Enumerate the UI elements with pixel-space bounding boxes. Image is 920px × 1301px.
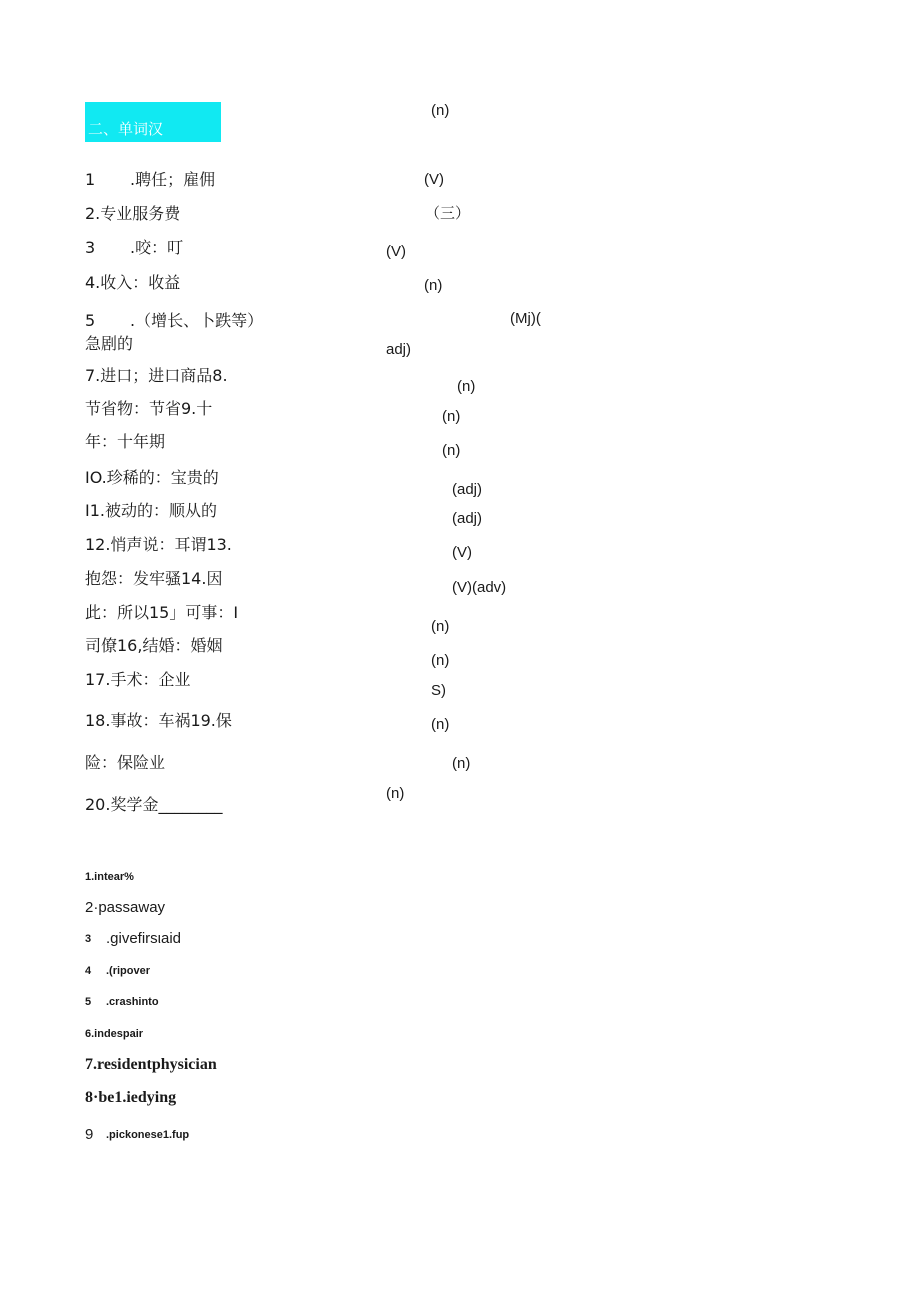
item-number: 3 — [85, 238, 96, 257]
pos-label: (adj) — [452, 481, 483, 498]
pos-label: (n) — [431, 102, 450, 119]
phrase-item: .pickonese1.fup — [106, 1129, 190, 1141]
vocab-line: 2.专业服务费 — [85, 204, 181, 223]
section-heading: 二、单词汉 — [88, 120, 164, 138]
vocab-line: 年：十年期 — [85, 432, 166, 451]
pos-label: (n) — [431, 618, 450, 635]
vocab-meaning: .（增长、卜跌等） — [130, 311, 264, 330]
phrase-number: 9 — [85, 1126, 94, 1143]
vocab-line: 20.奖学金________ — [85, 795, 223, 814]
pos-label: (n) — [442, 442, 461, 459]
phrase-item: .givefirsιaid — [106, 930, 182, 947]
vocab-line: 抱怨：发牢骚14.因 — [85, 569, 223, 588]
vocab-line: 急剧的 — [85, 334, 134, 353]
vocab-line: 7.进口；进口商品8. — [85, 366, 228, 385]
pos-label: (V) — [386, 243, 406, 260]
item-number: 1 — [85, 170, 96, 189]
pos-label: (V) — [424, 171, 444, 188]
pos-label: (V)(adv) — [452, 579, 507, 596]
pos-label: (V) — [452, 544, 472, 561]
phrase-item: .(ripover — [106, 965, 151, 977]
phrase-item: .crashinto — [106, 996, 159, 1008]
vocab-line: 12.悄声说：耳谓13. — [85, 535, 232, 554]
pos-label: (Mj)( — [510, 310, 541, 327]
phrase-item: 6.indespair — [85, 1028, 144, 1040]
vocab-line: IO.珍稀的：宝贵的 — [85, 468, 219, 487]
pos-label: (adj) — [452, 510, 483, 527]
vocab-line: 4.收入：收益 — [85, 273, 181, 292]
vocab-line: 司僚16,结婚：婚姻 — [85, 636, 223, 655]
phrase-item: 7.residentphysician — [85, 1056, 217, 1073]
pos-label: (n) — [431, 652, 450, 669]
vocab-line: 18.事故：车祸19.保 — [85, 711, 232, 730]
vocab-line: I1.被动的：顺从的 — [85, 501, 217, 520]
pos-label: (n) — [386, 785, 405, 802]
phrase-number: 4 — [85, 965, 92, 977]
pos-label: (n) — [431, 716, 450, 733]
vocab-line: 此：所以15」可事：I — [85, 603, 239, 622]
pos-label: (n) — [442, 408, 461, 425]
item-number: 5 — [85, 311, 96, 330]
pos-label: adj) — [386, 341, 412, 358]
pos-label: (n) — [457, 378, 476, 395]
pos-label: （三） — [425, 204, 471, 222]
phrase-number: 3 — [85, 933, 92, 945]
phrase-number: 5 — [85, 996, 92, 1008]
vocab-line: 险：保险业 — [85, 753, 166, 772]
vocab-line: 节省物：节省9.十 — [85, 399, 213, 418]
pos-label: (n) — [424, 277, 443, 294]
phrase-item: 2·passaway — [85, 899, 166, 916]
vocab-meaning: .聘任；雇佣 — [130, 170, 216, 189]
phrase-item: 1.intear% — [85, 871, 134, 883]
pos-label: S) — [431, 682, 446, 699]
vocab-meaning: .咬：叮 — [130, 238, 184, 257]
vocab-line: 17.手术：企业 — [85, 670, 191, 689]
phrase-item: 8·be1.iedying — [85, 1089, 177, 1106]
pos-label: (n) — [452, 755, 471, 772]
